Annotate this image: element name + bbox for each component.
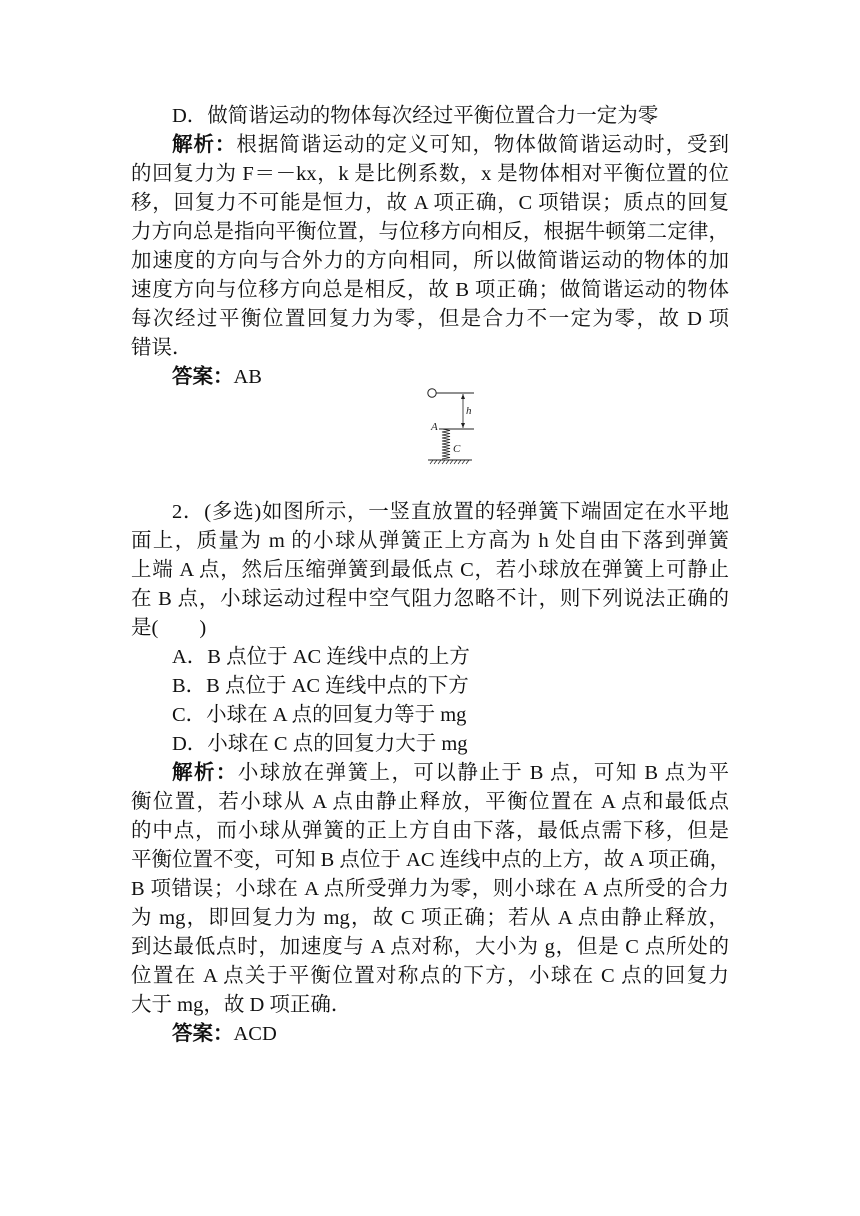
q1-analysis-line: 的回复力为 F＝－kx，k 是比例系数，x 是物体相对平衡位置的位: [131, 163, 729, 185]
q1-analysis-line: 错误．: [131, 337, 193, 359]
q2-analysis-line: 衡位置，若小球从 A 点由静止释放，平衡位置在 A 点和最低点: [131, 791, 729, 813]
q2-stem-line: 是( ): [131, 617, 207, 639]
q2-answer-value: ACD: [233, 1023, 277, 1045]
q2-analysis-line: 平衡位置不变，可知 B 点位于 AC 连线中点的上方，故 A 项正确，: [131, 849, 731, 871]
q2-answer-label: 答案：: [172, 1023, 234, 1045]
q2-answer: [172, 1019, 277, 1049]
ground-hatching: [430, 460, 469, 464]
q1-option-d: D．做简谐运动的物体每次经过平衡位置合力一定为零: [172, 105, 659, 127]
q2-option-b: B．B 点位于 AC 连线中点的下方: [172, 675, 469, 697]
figure-label-h: h: [466, 405, 472, 417]
q1-analysis-line: 速度方向与位移方向总是相反，故 B 项正确；做简谐运动的物体: [131, 279, 729, 301]
q2-stem-line: 2．(多选)如图所示，一竖直放置的轻弹簧下端固定在水平地: [172, 501, 729, 523]
spring-diagram: [420, 386, 480, 466]
q2-stem-line: 上端 A 点，然后压缩弹簧到最低点 C，若小球放在弹簧上可静止: [131, 559, 729, 581]
q2-stem-line: 在 B 点，小球运动过程中空气阻力忽略不计，则下列说法正确的: [131, 588, 729, 610]
q1-answer: [172, 362, 262, 392]
q1-analysis-line: 力方向总是指向平衡位置，与位移方向相反，根据牛顿第二定律，: [131, 221, 729, 243]
q2-analysis-label: 解析：: [172, 762, 238, 784]
q2-analysis-line: B 项错误；小球在 A 点所受弹力为零，则小球在 A 点所受的合力: [131, 878, 729, 900]
q1-answer-label: 答案：: [172, 366, 234, 388]
q1-answer-value: AB: [233, 366, 262, 388]
q2-analysis-line: 为 mg，即回复力为 mg，故 C 项正确；若从 A 点由静止释放，: [131, 907, 729, 929]
q2-analysis-line: 到达最低点时，加速度与 A 点对称，大小为 g，但是 C 点所处的: [131, 936, 729, 958]
q2-option-c: C．小球在 A 点的回复力等于 mg: [172, 704, 467, 726]
q2-analysis-line: 位置在 A 点关于平衡位置对称点的下方，小球在 C 点的回复力: [131, 965, 729, 987]
q1-analysis-line: 加速度的方向与合外力的方向相同，所以做简谐运动的物体的加: [131, 250, 729, 272]
ball-figure: [428, 389, 436, 397]
figure-label-a: A: [431, 421, 438, 433]
q1-analysis-line: 移，回复力不可能是恒力，故 A 项正确，C 项错误；质点的回复: [131, 192, 729, 214]
q1-analysis-line: 解析：根据简谐运动的定义可知，物体做简谐运动时，受到: [172, 134, 730, 156]
q1-analysis-label: 解析：: [172, 134, 237, 156]
q2-stem-line: 面上，质量为 m 的小球从弹簧正上方高为 h 处自由下落到弹簧: [131, 530, 729, 552]
q2-analysis-line: 的中点，而小球从弹簧的正上方自由下落，最低点需下移，但是: [131, 820, 729, 842]
figure-label-c: C: [453, 443, 461, 455]
q1-analysis-line: 每次经过平衡位置回复力为零，但是合力不一定为零，故 D 项: [131, 308, 729, 330]
spring-figure: [442, 429, 450, 459]
q2-analysis-line: 大于 mg，故 D 项正确．: [131, 994, 352, 1016]
q2-option-d: D．小球在 C 点的回复力大于 mg: [172, 733, 468, 755]
q2-option-a: A．B 点位于 AC 连线中点的上方: [172, 646, 470, 668]
q2-analysis-line: 解析：小球放在弹簧上，可以静止于 B 点，可知 B 点为平: [172, 762, 729, 784]
